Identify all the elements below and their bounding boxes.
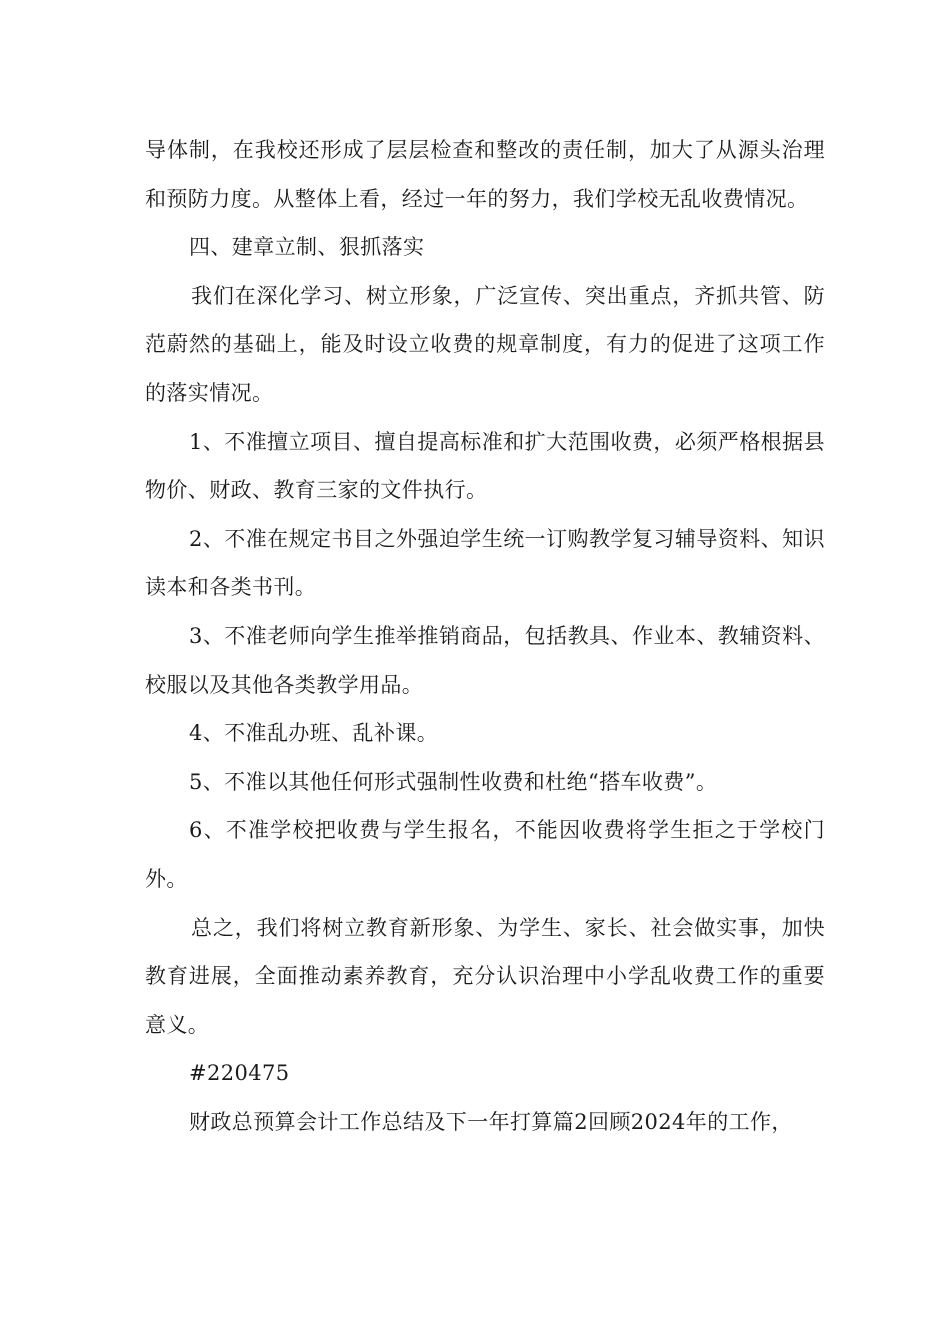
section-heading: 四、建章立制、狠抓落实 xyxy=(189,235,425,260)
rule-item-5: 5、不准以其他任何形式强制性收费和杜绝“搭车收费”。 xyxy=(189,769,718,794)
rule-item-1: 1、不准擅立项目、擅自提高标准和扩大范围收费，必须严格根据县物价、财政、教育三家的文件执行。 xyxy=(145,429,825,503)
next-section-paragraph: 财政总预算会计工作总结及下一年打算篇2回顾2024年的工作， xyxy=(189,1109,793,1134)
rule-item-2: 2、不准在规定书目之外强迫学生统一订购教学复习辅导资料、知识读本和各类书刊。 xyxy=(145,526,825,600)
document-body xyxy=(145,126,825,1146)
paragraph: 我们在深化学习、树立形象，广泛宣传、突出重点，齐抓共管、防范蔚然的基础上，能及时设立收费的规章制度，有力的促进了这项工作的落实情况。 xyxy=(145,283,825,405)
rule-item-4: 4、不准乱办班、乱补课。 xyxy=(189,721,439,746)
paragraph-continuation: 导体制，在我校还形成了层层检查和整改的责任制，加大了从源头治理和预防力度。从整体上看，经过一年的努力，我们学校无乱收费情况。 xyxy=(145,138,825,211)
document-id: #220475 xyxy=(189,1061,290,1086)
rule-item-3: 3、不准老师向学生推举推销商品，包括教具、作业本、教辅资料、校服以及其他各类教学用品。 xyxy=(145,623,825,697)
rule-item-6: 6、不准学校把收费与学生报名，不能因收费将学生拒之于学校门外。 xyxy=(145,818,825,891)
conclusion-paragraph: 总之，我们将树立教育新形象、为学生、家长、社会做实事，加快教育进展，全面推动素养教育，充分认识治理中小学乱收费工作的重要意义。 xyxy=(145,915,825,1037)
